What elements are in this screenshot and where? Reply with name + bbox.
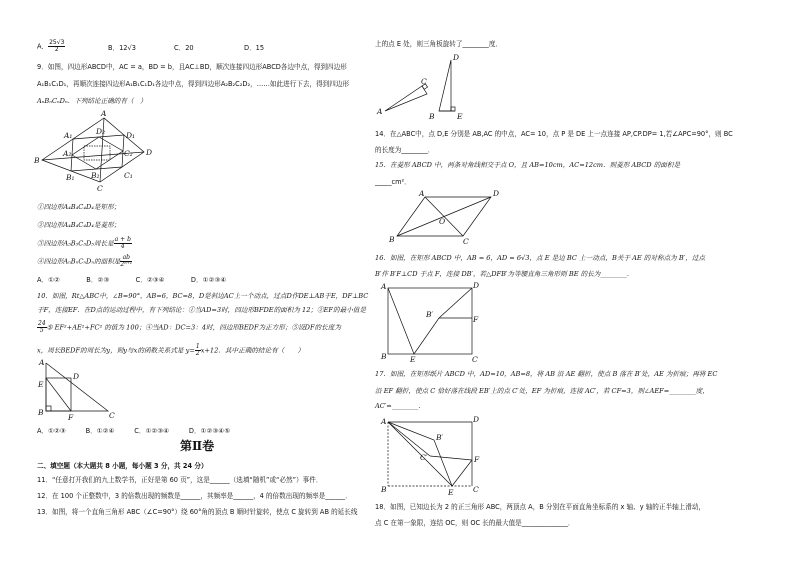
- q8-option-a: A． $\frac{25√3}{2}$: [37, 39, 65, 53]
- fig9-label-c: C: [97, 184, 103, 193]
- fig9-label-c2: C₂: [124, 149, 133, 158]
- q13-line1: 13．如图，将一个直角三角形 ABC（∠C=90°）绕 60°角的顶点 B 顺时针旋转，使点 C 旋转到 AB 的延长线: [37, 508, 358, 516]
- fig10-label-e: E: [38, 380, 44, 389]
- fig13-label-c: C: [421, 77, 427, 86]
- fig10-label-b: B: [38, 408, 44, 417]
- q9-statement-1: ①四边形A₄B₄C₄D₄是矩形；: [37, 203, 121, 211]
- q13-continued: 上的点 E 处，则三角板旋转了________度．: [375, 40, 503, 48]
- fig10-label-a: A: [39, 358, 45, 367]
- q9-statement-3: ③四边形A₅B₅C₅D₅周长是 $\frac{a + b}{4}$: [37, 236, 131, 250]
- fig9-label-b2: B₂: [91, 171, 100, 180]
- fig13-label-d: D: [453, 53, 460, 62]
- fig17-label-c-prime: C′: [420, 453, 428, 462]
- q10-line2: 于F，连接EF．在D点的运动过程中，有下列结论：①当AD=3时，四边形BFDE的面积为 12；②EF的最小值是: [37, 306, 366, 314]
- fig16-label-a: A: [381, 282, 387, 291]
- q17-line1: 17．如图，在矩形纸片 ABCD 中，AD=10，AB=8，将 AB 沿 AE 翻折，使点 B 落在 B′处，AE 为折痕；再将 EC: [375, 370, 718, 378]
- fig17-label-e: E: [448, 488, 454, 497]
- q15-line2: _____cm²．: [375, 178, 411, 186]
- q10-line1: 10．如图，Rt△ABC中，∠B=90°，AB=6，BC=8，D是斜边AC上一个动点，过点D作DE⊥AB于E，DF⊥BC: [37, 292, 369, 300]
- fig16-label-c: C: [472, 355, 478, 364]
- q8-option-d: D．15: [244, 44, 265, 52]
- q17-line2: 沿 EF 翻折，使点 C 恰好落在线段 EB′上的点 C′处，EF 为折痕，连接 AC′，若 CF=3，则∠AEF=________度，: [375, 387, 709, 395]
- section-title: 第Ⅱ卷: [180, 439, 215, 453]
- part2-heading: 二、填空题（本大题共 8 小题，每小题 3 分，共 24 分）: [37, 462, 208, 470]
- fig13-label-e: E: [457, 112, 463, 121]
- fig16-label-b-prime: B′: [426, 310, 434, 319]
- fig16-label-b: B: [381, 352, 387, 361]
- figure-q10: [38, 357, 118, 422]
- q16-line2: B′作 B′F⊥CD 于点 F，连接 DB′，若△DFB′为等腰直角三角形则 BE 的长为________．: [375, 270, 634, 278]
- figure-q17: [381, 415, 484, 497]
- fig9-label-d2: D₂: [96, 127, 106, 136]
- fig13-label-b: B: [429, 112, 435, 121]
- fig10-label-f: F: [68, 413, 74, 422]
- fig9-label-c1: C₁: [124, 171, 133, 180]
- fig10-label-c: C: [109, 411, 115, 420]
- fig9-label-b: B: [34, 156, 40, 165]
- fig17-label-b-prime: B′: [436, 433, 444, 442]
- q9-statement-2: ②四边形A₄B₄C₄D₄是菱形；: [37, 221, 121, 229]
- q10-line3: $\frac{24}{5}$ ⑤ EF²+AE²+FC² 的值为 100；④当AD：DC=3：4时，四边形BEDF为正方形；⑤设DF的长度为: [38, 320, 341, 334]
- fig15-label-b: B: [389, 235, 395, 244]
- q14-line1: 14．在△ABC中，点 D,E 分别是 AB,AC 的中点，AC= 10，点 P 是 DE 上一点连接 AP,CP.DP= 1,若∠APC=90°，则 BC: [375, 130, 733, 138]
- q8-option-b: B．12√3: [108, 44, 136, 52]
- q15-line1: 15．在菱形 ABCD 中，两条对角线相交于点 O，且 AB=10cm，AC=12cm．则菱形 ABCD 的面积是: [375, 161, 681, 169]
- q9-statement-4: ④四边形AₙBₙCₙDₙ的面积是 $\frac{ab}{\text{2ⁿ⁺¹}}$: [37, 254, 133, 268]
- fig9-label-a2: A₂: [63, 149, 72, 158]
- fig17-label-b: B: [381, 485, 387, 494]
- fig15-label-c: C: [463, 237, 469, 246]
- fig13-label-a: A: [377, 107, 383, 116]
- fig16-label-d: D: [473, 281, 480, 290]
- figure-q15: [389, 189, 507, 246]
- q11: 11．“任意打开我们的九上数学书，正好是第 60 页”，这是______（选填“随机”或“必然”）事件．: [37, 476, 323, 484]
- fig16-label-e: E: [410, 355, 416, 364]
- fig17-label-f: F: [474, 455, 480, 464]
- q9-line3: AₙBₙCₙDₙ．下列结论正确的有（ ）: [37, 97, 147, 105]
- q12: 12．在 100 个正整数中，3 的倍数出现的频数是______，其频率是______，4 的倍数出现的频率是______．: [37, 492, 352, 500]
- fig15-label-d: D: [493, 189, 500, 198]
- q9-options: A．①② B．②③ C．②③④ D．①②③④: [37, 276, 227, 284]
- q18-line2: 点 C 在第一象限，连结 OC，则 OC 长的最大值是______________．: [375, 519, 575, 527]
- fig9-label-a1: A₁: [64, 131, 73, 140]
- q8-option-c: C．20: [174, 44, 194, 52]
- q18-line1: 18．如图，已知边长为 2 的正三角形 ABC，两顶点 A，B 分别在平面直角坐标系的 x 轴、y 轴的正半轴上滑动，: [375, 503, 706, 511]
- fig15-label-a: A: [419, 189, 425, 198]
- fig17-label-c: C: [473, 485, 479, 494]
- fig16-label-f: F: [473, 315, 479, 324]
- figure-q16: [381, 281, 484, 364]
- fig9-label-d1: D₁: [126, 131, 136, 140]
- q9-line2: A₁B₁C₁D₁，再顺次连接四边形A₁B₁C₁D₁各边中点，得到四边形A₂B₂C₂D₂，……如此进行下去，得到四边形: [37, 80, 350, 88]
- fig9-label-b1: B₁: [66, 173, 75, 182]
- figure-q9: [34, 109, 156, 193]
- figure-q13: [377, 53, 487, 121]
- fig9-label-a: A: [101, 109, 107, 118]
- fig17-label-d: D: [473, 415, 480, 424]
- q17-line3: AC′=________．: [375, 402, 425, 410]
- right-column: [375, 0, 794, 562]
- fig9-label-d: D: [146, 148, 153, 157]
- fig17-label-a: A: [381, 417, 387, 426]
- q16-line1: 16．如图，在矩形 ABCD 中，AB = 6，AD = 6√3，点 E 是边 BC 上一动点，B关于 AE 的对称点为 B′，过点: [375, 254, 705, 262]
- q10-line4: x，周长BEDF的周长为y，则y与x的函数关系式是 y= $\frac{1}{2}$ x+12．其中正确的结论有（ ）: [37, 343, 305, 357]
- q10-options: A．①②③ B．①②④ C．①②③④ D．①②③④⑤: [37, 427, 231, 435]
- fig10-label-d: D: [73, 372, 80, 381]
- q9-line1: 9．如图，四边形ABCD中，AC = a，BD = b，且AC⊥BD，顺次连接四边形ABCD各边中点，得到四边形: [37, 63, 347, 71]
- fig15-label-o: O: [439, 217, 446, 226]
- q14-line2: 的长度为________．: [375, 146, 435, 154]
